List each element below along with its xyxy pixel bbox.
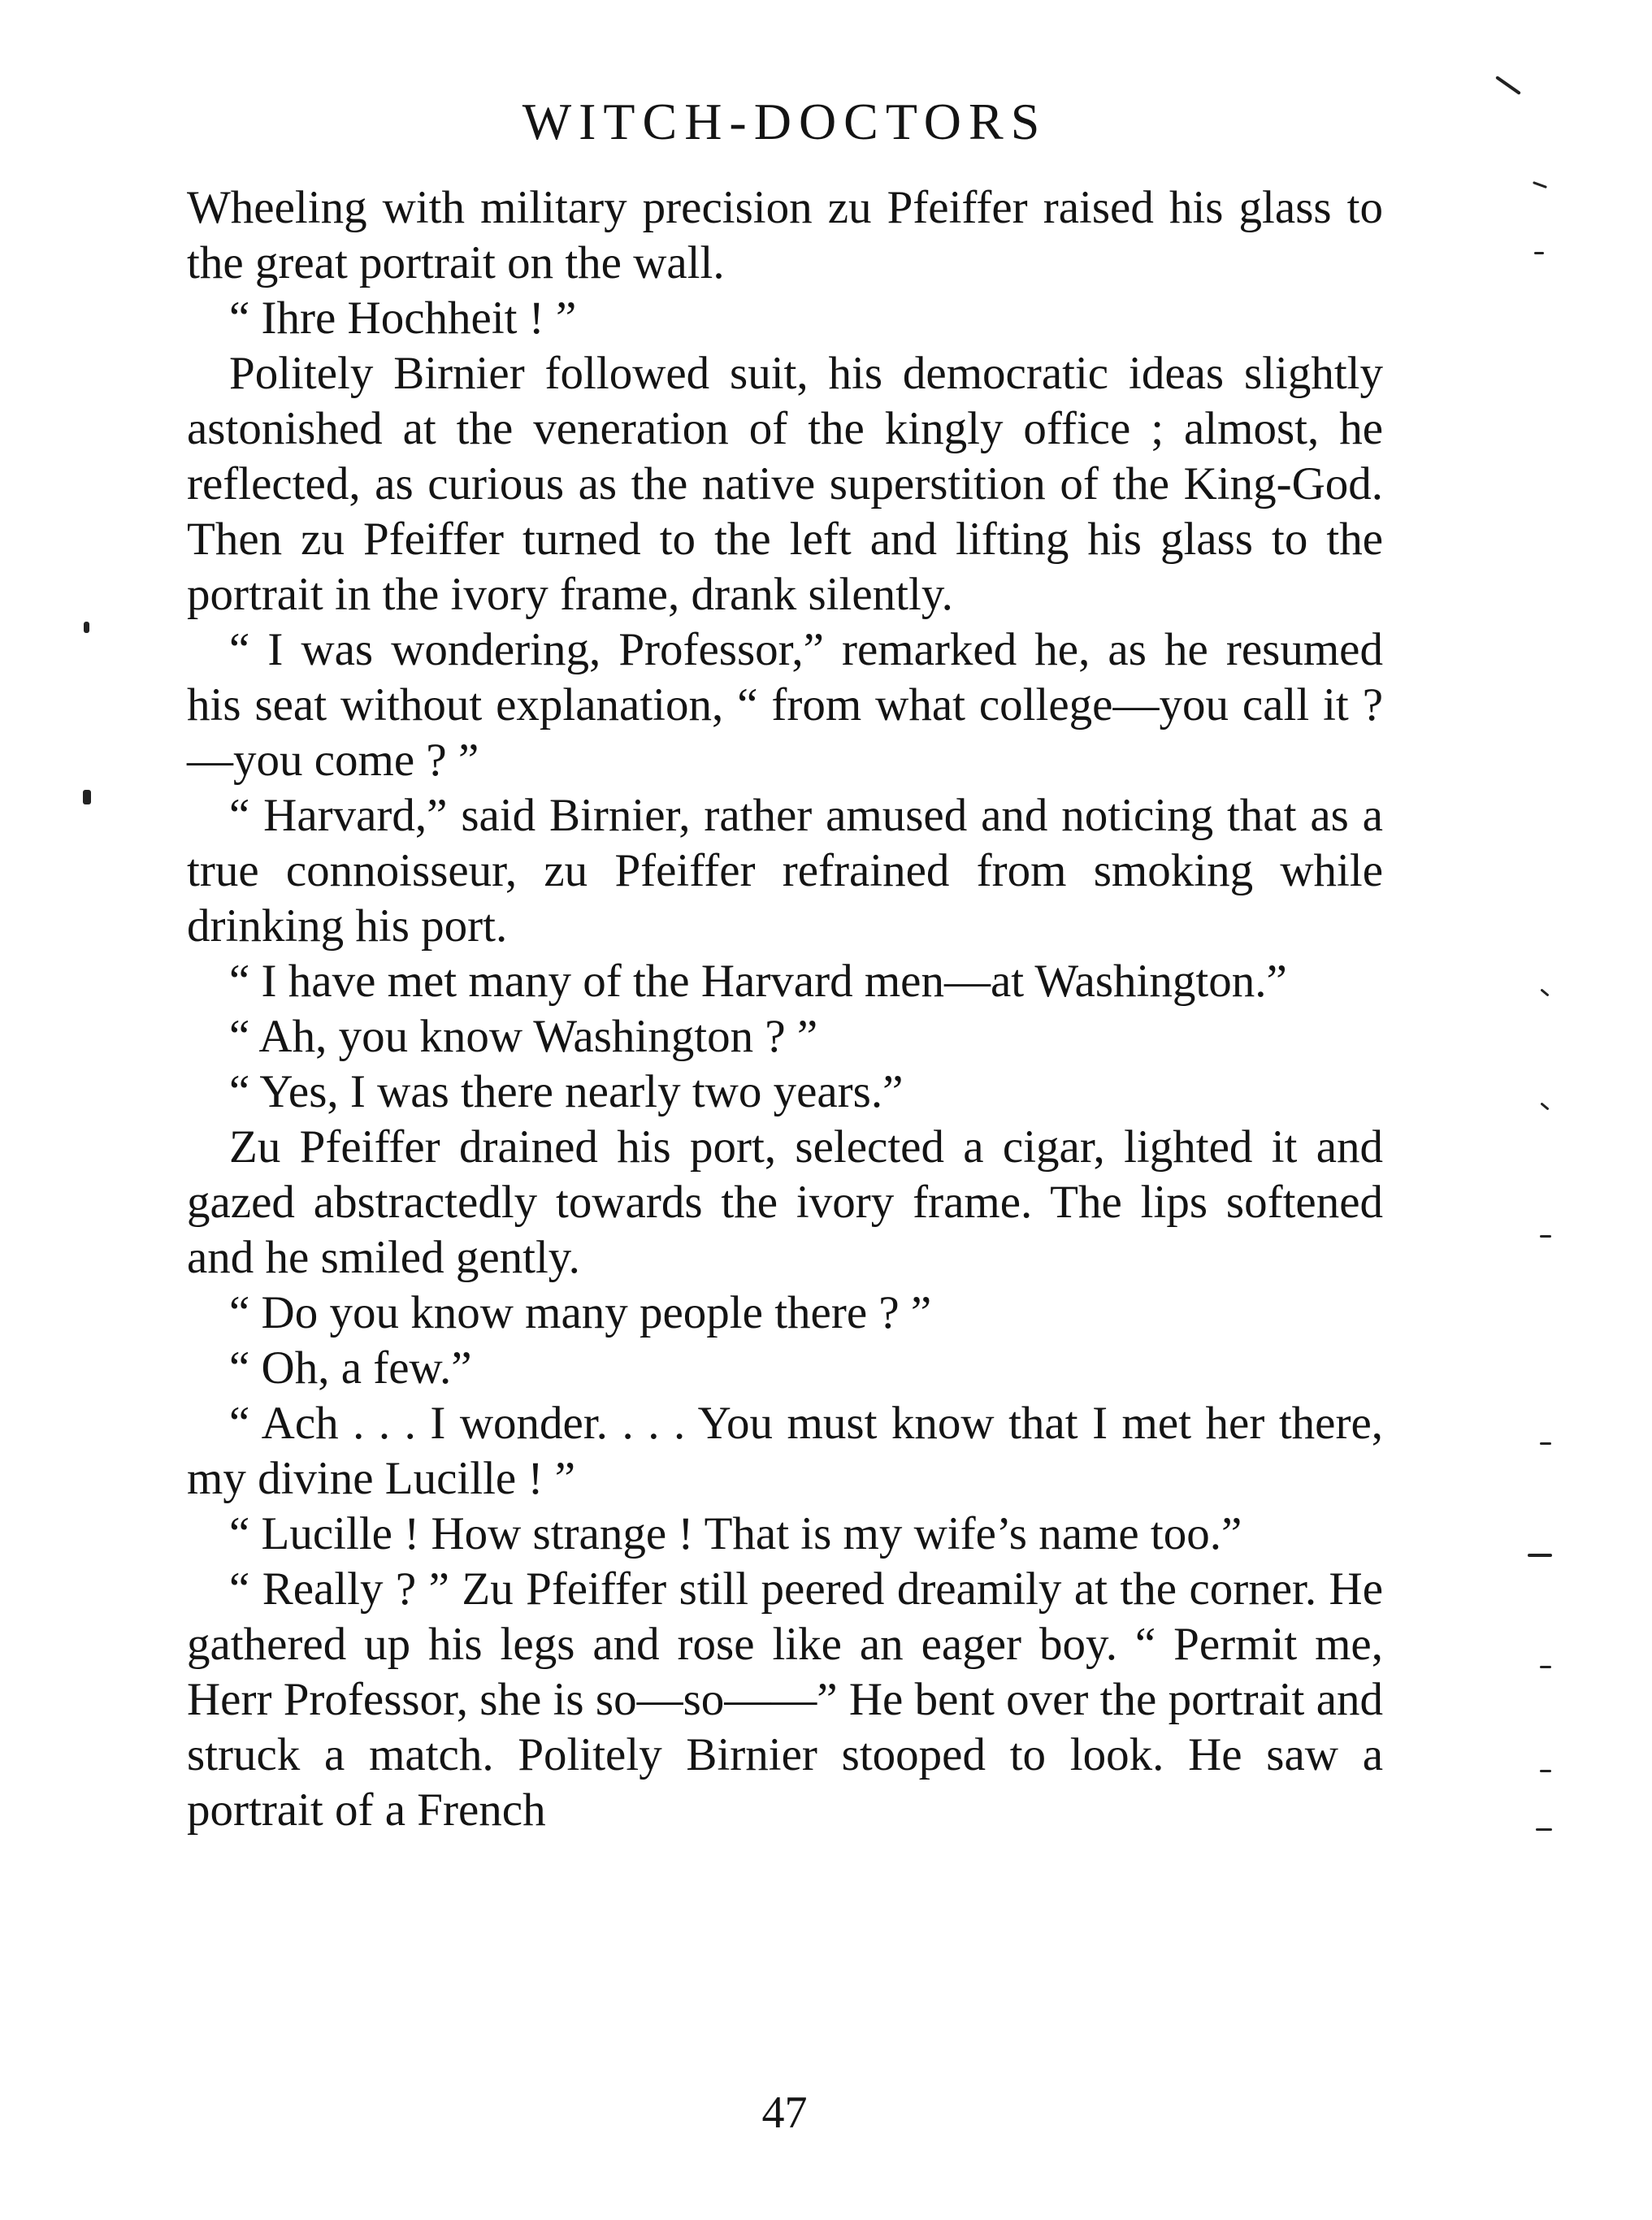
scan-mark [1536, 1828, 1552, 1831]
running-head: WITCH-DOCTORS [522, 93, 1047, 150]
paragraph: “ Harvard,” said Birnier, rather amused and noticing that as a true connoisseur, zu Pfeiffer refrained from smoking while drinking his port. [187, 790, 1383, 952]
scan-mark [1540, 1235, 1551, 1238]
scan-mark [1540, 1666, 1551, 1668]
paragraph: “ I was wondering, Professor,” remarked he, as he resumed his seat without explanation, “ from what college—you call it ?—you come ? ” [187, 624, 1383, 786]
scan-mark [1534, 252, 1544, 254]
paragraph: “ Yes, I was there nearly two years.” [229, 1066, 904, 1117]
scan-mark [84, 622, 89, 633]
paragraph: “ I have met many of the Harvard men—at Washington.” [229, 956, 1287, 1007]
scan-mark [1540, 1102, 1549, 1110]
body-text [187, 180, 1383, 1838]
scan-mark [1533, 181, 1547, 189]
paragraph: “ Lucille ! How strange ! That is my wife’s name too.” [229, 1508, 1242, 1559]
paragraph: Wheeling with military precision zu Pfeiffer raised his glass to the great portrait on the wall. [187, 182, 1383, 288]
scan-mark [1540, 1770, 1551, 1772]
page-number: 47 [761, 2088, 808, 2138]
paragraph: “ Ihre Hochheit ! ” [229, 293, 577, 344]
paragraph: “ Oh, a few.” [229, 1342, 472, 1394]
scan-mark [83, 790, 91, 804]
paragraph: Zu Pfeiffer drained his port, selected a cigar, lighted it and gazed abstractedly towards the ivory frame. The lips softened and he smiled gently. [187, 1121, 1383, 1283]
scan-mark [1495, 76, 1521, 95]
paragraph: “ Do you know many people there ? ” [229, 1287, 932, 1338]
paragraph: Politely Birnier followed suit, his democratic ideas slightly astonished at the veneration of the kingly office ; almost, he reflected, as curious as the native superstition of the King-God. Then zu Pfeiffer turned to the left and lifting his glass to the portrait in the ivory frame, drank silently. [187, 348, 1383, 620]
paragraph: “ Ah, you know Washington ? ” [229, 1011, 818, 1062]
scan-mark [1540, 1442, 1551, 1445]
paragraph: “ Ach . . . I wonder. . . . You must know that I met her there, my divine Lucille ! ” [187, 1398, 1383, 1504]
scan-mark [1540, 988, 1549, 996]
paragraph: “ Really ? ” Zu Pfeiffer still peered dreamily at the corner. He gathered up his legs and rose like an eager boy. “ Permit me, Herr Professor, she is so—so——” He bent over the portrait and struck a match. Politely Birnier stooped to look. He saw a portrait of a French [187, 1563, 1383, 1836]
scan-mark [1528, 1554, 1552, 1557]
